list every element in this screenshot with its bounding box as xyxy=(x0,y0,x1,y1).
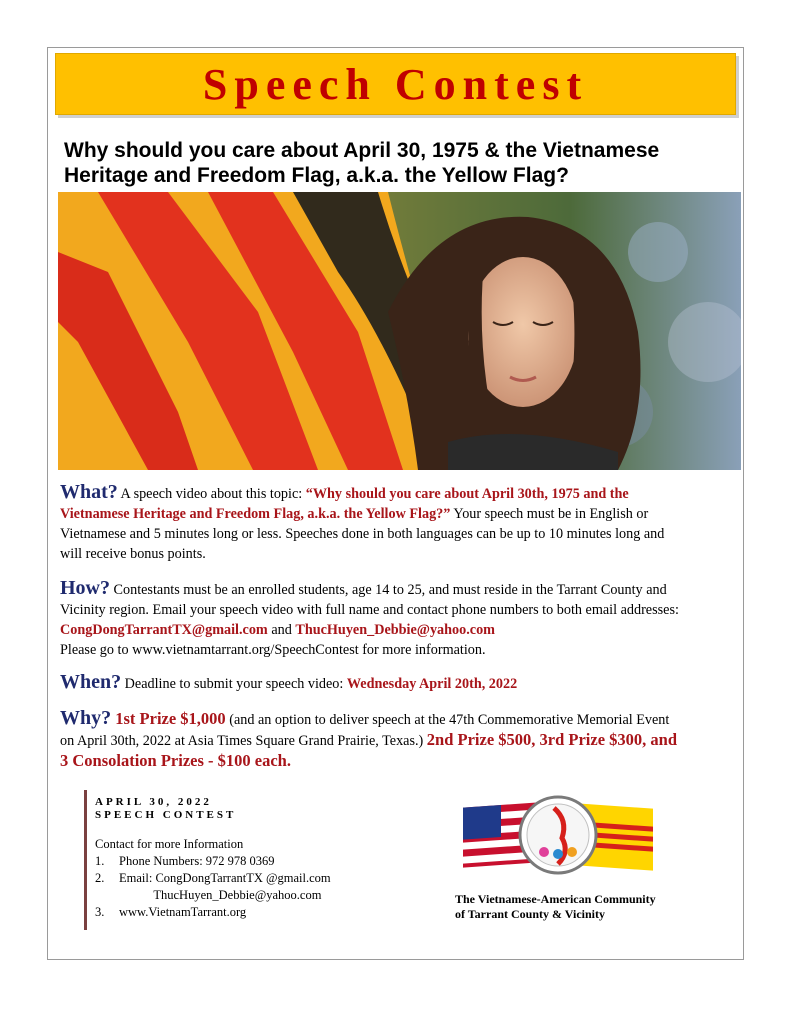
other-prizes-a: 2nd Prize $500, 3rd Prize $300, and xyxy=(426,730,678,749)
how-and: and xyxy=(267,622,296,638)
org-line-2: of Tarrant County & Vicinity xyxy=(455,907,606,921)
what-section xyxy=(60,482,742,564)
when-text: Deadline to submit your speech video: xyxy=(121,676,347,692)
hero-photo xyxy=(58,192,741,470)
why-section xyxy=(60,708,742,772)
why-line-1-rest: (and an option to deliver speech at the 47th Commemorative Memorial Event xyxy=(225,712,670,728)
how-line-2: Vicinity region. Email your speech video with full name and contact phone numbers to both email addresses: xyxy=(60,602,679,618)
how-line-1: Contestants must be an enrolled students, age 14 to 25, and must reside in the Tarrant County and xyxy=(110,582,667,598)
why-label: Why? xyxy=(60,707,112,729)
how-section xyxy=(60,578,742,660)
list-item: ThucHuyen_Debbie@yahoo.com xyxy=(119,888,322,902)
contact-box xyxy=(84,790,395,930)
what-topic-2: Vietnamese Heritage and Freedom Flag, a.k.a. the Yellow Flag?” xyxy=(60,506,451,522)
contact-heading-1: APRIL 30, 2022 xyxy=(95,796,212,808)
deadline: Wednesday April 20th, 2022 xyxy=(346,676,518,692)
headline-line-2: Heritage and Freedom Flag, a.k.a. the Yellow Flag? xyxy=(64,164,569,187)
what-line-4: will receive bonus points. xyxy=(60,546,206,562)
title-banner xyxy=(55,53,736,115)
when-label: When? xyxy=(60,671,122,693)
list-item: 1. Phone Numbers: 972 978 0369 xyxy=(95,854,275,868)
list-item: 2. Email: CongDongTarrantTX @gmail.com xyxy=(95,871,331,885)
what-topic-1: “Why should you care about April 30th, 1975 and the xyxy=(305,486,629,502)
community-logo xyxy=(458,790,658,885)
how-line-4: Please go to www.vietnamtarrant.org/SpeechContest for more information. xyxy=(60,642,486,658)
contact-list xyxy=(95,853,395,921)
list-item: 3. www.VietnamTarrant.org xyxy=(95,905,247,919)
what-line-3: Vietnamese and 5 minutes long or less. Speeches done in both languages can be up to 10 minutes long and xyxy=(60,526,665,542)
email-link-2[interactable]: ThucHuyen_Debbie@yahoo.com xyxy=(295,622,495,638)
when-section xyxy=(60,672,742,694)
organization-name xyxy=(455,892,715,922)
email-link-1[interactable]: CongDongTarrantTX@gmail.com xyxy=(60,622,268,638)
first-prize: 1st Prize $1,000 xyxy=(111,709,226,728)
what-label: What? xyxy=(60,481,118,503)
contact-intro: Contact for more Information xyxy=(95,837,244,851)
page-title: Speech Contest xyxy=(202,59,589,109)
what-rest-2: Your speech must be in English or xyxy=(450,506,649,522)
why-line-2: on April 30th, 2022 at Asia Times Square Grand Prairie, Texas.) xyxy=(60,733,427,749)
headline xyxy=(64,138,734,188)
other-prizes-b: 3 Consolation Prizes - $100 each. xyxy=(60,751,291,770)
org-line-1: The Vietnamese-American Community xyxy=(455,892,656,906)
how-label: How? xyxy=(60,577,110,599)
contact-heading-2: SPEECH CONTEST xyxy=(95,809,237,821)
what-intro: A speech video about this topic: xyxy=(117,486,306,502)
headline-line-1: Why should you care about April 30, 1975 & the Vietnamese xyxy=(64,139,660,162)
